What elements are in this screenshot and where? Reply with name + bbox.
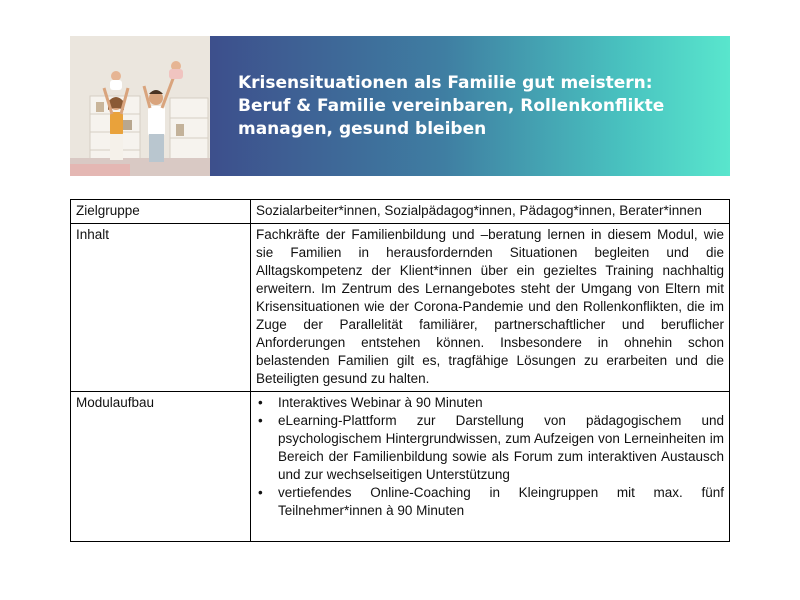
row-label-inhalt: Inhalt	[71, 224, 251, 392]
row-label-zielgruppe: Zielgruppe	[71, 200, 251, 224]
cell-spacer	[256, 520, 724, 538]
row-label-modulaufbau: Modulaufbau	[71, 392, 251, 542]
table-row-modulaufbau	[71, 392, 730, 542]
header-banner	[70, 36, 730, 176]
page-title: Krisensituationen als Familie gut meistern: Beruf & Familie vereinbaren, Rollenkonflikte managen, gesund bleiben	[238, 72, 665, 139]
row-value-zielgruppe: Sozialarbeiter*innen, Sozialpädagog*innen, Pädagog*innen, Berater*innen	[251, 200, 730, 224]
row-value-modulaufbau	[251, 392, 730, 542]
modulaufbau-list	[256, 394, 724, 520]
table-row-zielgruppe	[71, 200, 730, 224]
list-item: • eLearning-Plattform zur Darstellung von pädagogischem und psychologischem Hintergrundwissen, zum Aufzeigen von Lerneinheiten im Bereich der Familienbildung sowie als Forum zum interaktiven Austausch und zur wechselseitigen Unterstützung	[256, 412, 724, 484]
module-info-table	[70, 199, 730, 542]
family-photo	[70, 36, 210, 176]
row-value-inhalt: Fachkräfte der Familienbildung und –beratung lernen in diesem Modul, wie sie Familien in herausfordernden Situationen begleiten und die Alltagskompetenz der Klient*innen über ein gezieltes Training nachhaltig erweitern. Im Zentrum des Lernangebotes steht der Umgang von Eltern mit Krisensituationen wie der Corona-Pandemie und den Rollenkonflikten, die im Zuge der Parallelität familiärer, partnerschaftlicher und beruflicher Anforderungen entstehen können. Insbesondere in ohnehin schon belastenden Familien gilt es, tragfähige Lösungen zu erarbeiten und die Beteiligten gesund zu halten.	[251, 224, 730, 392]
list-item: • vertiefendes Online-Coaching in Kleingruppen mit max. fünf Teilnehmer*innen à 90 Minuten	[256, 484, 724, 520]
list-item: • Interaktives Webinar à 90 Minuten	[256, 394, 724, 412]
family-photo-illustration	[70, 36, 210, 176]
table-row-inhalt	[71, 224, 730, 392]
banner-title-area	[210, 36, 730, 176]
